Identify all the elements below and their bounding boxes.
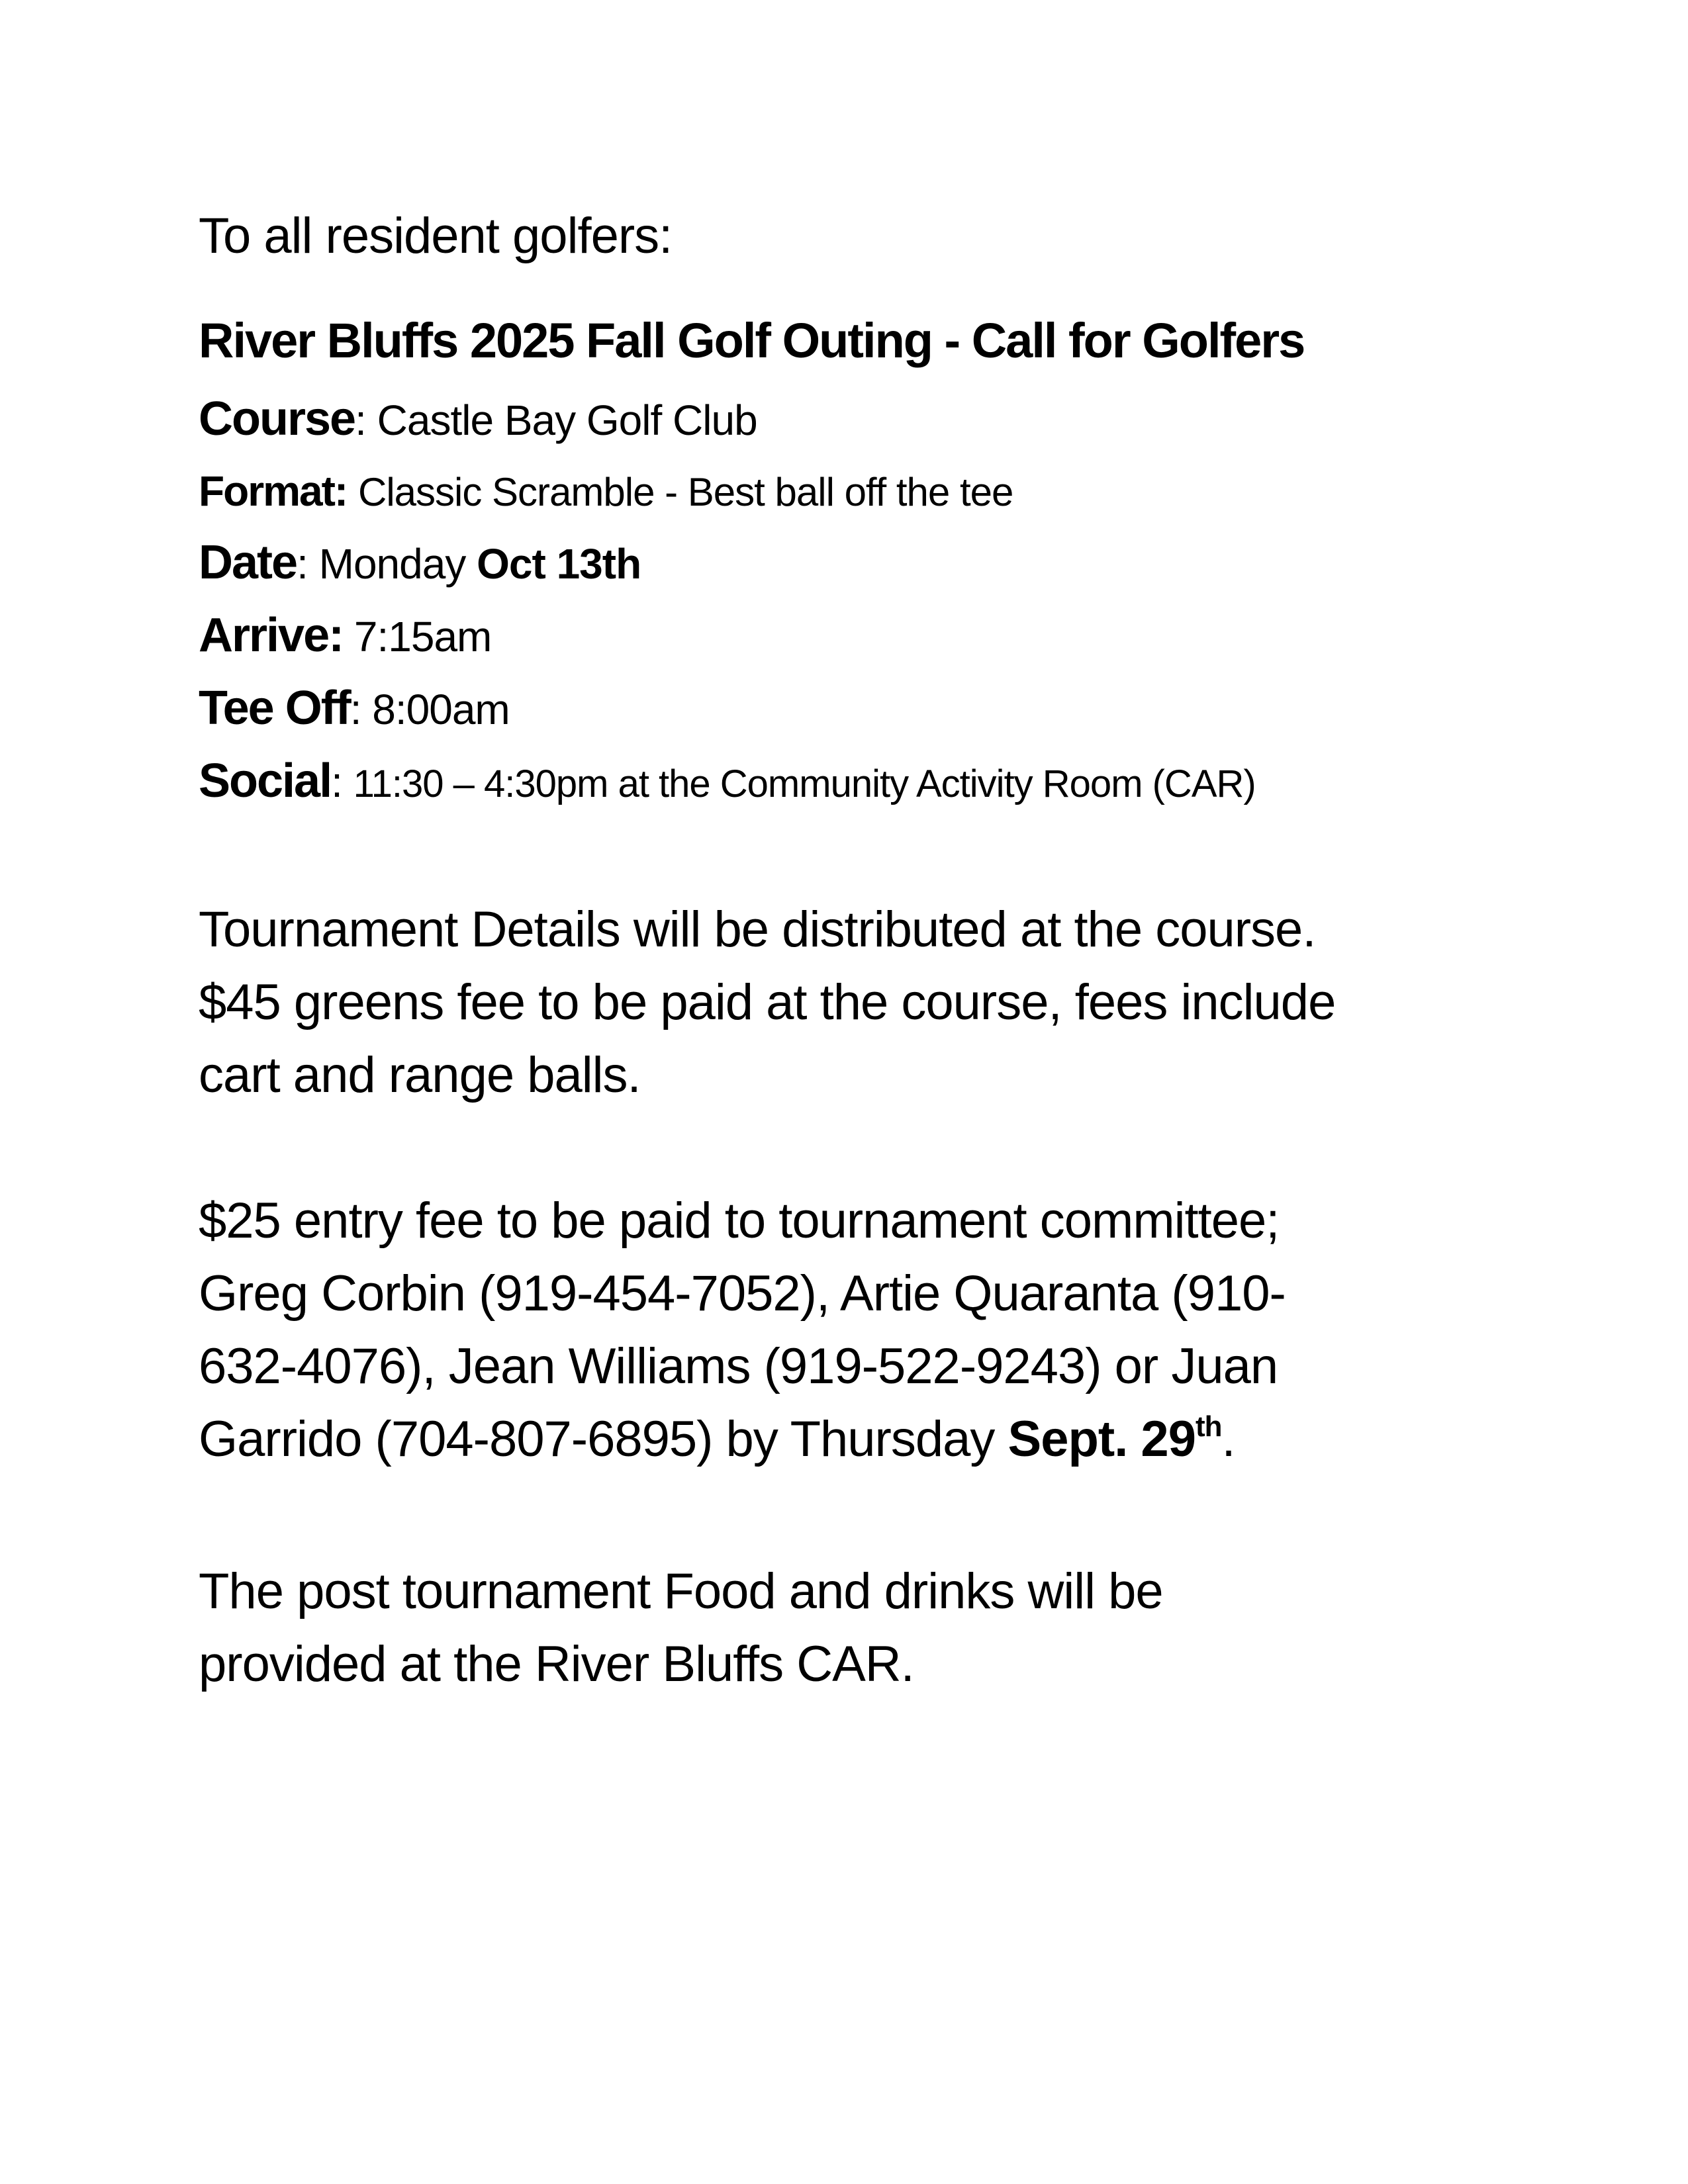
paragraph-line: cart and range balls.: [199, 1047, 641, 1103]
course-label: Course: [199, 392, 355, 445]
arrive-separator: [343, 613, 354, 660]
detail-tee-off: [199, 678, 510, 739]
date-label: Date: [199, 536, 297, 589]
paragraph-line: 632-4076), Jean Williams (919-522-9243) or Juan: [199, 1338, 1278, 1394]
social-value: 11:30 – 4:30pm at the Community Activity Room (CAR): [353, 762, 1256, 805]
deadline-ordinal: th: [1195, 1410, 1222, 1443]
date-value: Oct 13th: [477, 540, 641, 588]
paragraph-entry-fee: [199, 1185, 1509, 1476]
detail-arrive: [199, 606, 491, 666]
course-value: Castle Bay Golf Club: [377, 396, 757, 444]
paragraph-tournament-details: [199, 893, 1509, 1112]
tee-off-separator: :: [350, 686, 373, 733]
paragraph-line: $45 greens fee to be paid at the course, fees include: [199, 974, 1336, 1030]
detail-format: [199, 461, 1013, 522]
format-separator: [347, 467, 358, 515]
paragraph-line: Greg Corbin (919-454-7052), Artie Quaranta (910-: [199, 1265, 1286, 1322]
paragraph-line: provided at the River Bluffs CAR.: [199, 1636, 914, 1692]
paragraph-food: [199, 1555, 1509, 1701]
course-separator: :: [355, 396, 377, 444]
date-separator: :: [297, 540, 319, 588]
paragraph-line: $25 entry fee to be paid to tournament committee;: [199, 1193, 1280, 1249]
social-label: Social: [199, 754, 332, 807]
paragraph-line: Tournament Details will be distributed at the course.: [199, 901, 1316, 958]
tee-off-label: Tee Off: [199, 682, 350, 735]
greeting: To all resident golfers:: [199, 208, 673, 264]
format-label: Format:: [199, 467, 348, 515]
detail-course: [199, 389, 757, 450]
social-separator: :: [331, 758, 353, 806]
deadline-period: .: [1221, 1411, 1235, 1467]
arrive-value: 7:15am: [353, 613, 492, 660]
arrive-label: Arrive:: [199, 609, 344, 662]
date-weekday: Monday: [318, 540, 477, 588]
detail-date: [199, 533, 641, 594]
deadline-date: Sept. 29: [1008, 1411, 1196, 1467]
detail-social: [199, 751, 1256, 814]
format-value: Classic Scramble - Best ball off the tee: [358, 470, 1013, 514]
event-title: River Bluffs 2025 Fall Golf Outing - Call for Golfers: [199, 313, 1305, 368]
paragraph-line-deadline: [199, 1403, 1509, 1476]
paragraph-line: The post tournament Food and drinks will be: [199, 1563, 1163, 1619]
tee-off-value: 8:00am: [372, 686, 510, 733]
deadline-prefix: Garrido (704-807-6895) by Thursday: [199, 1411, 1008, 1467]
